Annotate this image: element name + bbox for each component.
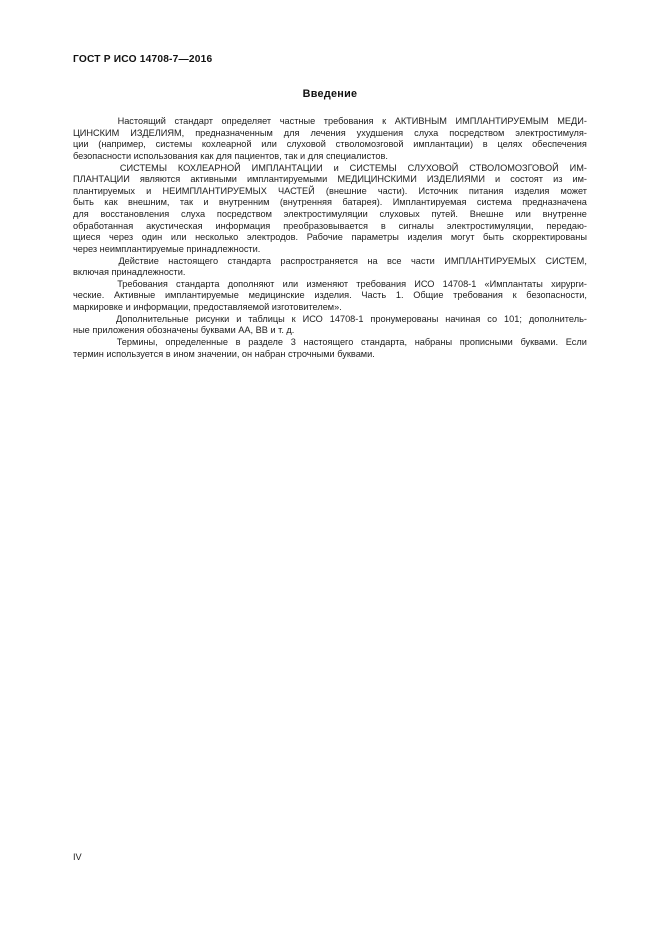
- text-line: ПЛАНТАЦИИ являются активными имплантируемыми МЕДИЦИНСКИМИ ИЗДЕЛИЯМИ и состоят из им-: [73, 174, 587, 185]
- text-line: Требования стандарта дополняют или изменяют требования ИСО 14708-1 «Имплантаты хирурги-: [73, 279, 587, 291]
- standard-designation-header: ГОСТ Р ИСО 14708-7—2016: [73, 54, 213, 65]
- section-title-introduction: Введение: [302, 88, 358, 100]
- text-line: ции (например, системы кохлеарной или слуховой стволомозговой имплантации) в целях обеспечения: [73, 139, 587, 150]
- paragraph: [73, 116, 587, 163]
- paragraph: [73, 163, 587, 256]
- text-line: плантируемых и НЕИМПЛАНТИРУЕМЫХ ЧАСТЕЙ (внешние части). Источник питания изделия может: [73, 185, 587, 196]
- page-number-footer: IV: [73, 852, 82, 862]
- text-line: ЦИНСКИМ ИЗДЕЛИЯМ, предназначенным для лечения ухудшения слуха посредством электростимуля-: [73, 127, 587, 138]
- first-line-indent: [73, 163, 109, 175]
- text-line: ные приложения обозначены буквами АА, ВВ и т. д.: [73, 325, 295, 336]
- text-line: ческие. Активные имплантируемые медицинские изделия. Часть 1. Общие требования к безопасности,: [73, 290, 587, 301]
- first-line-indent: [73, 279, 109, 291]
- paragraph: [73, 256, 587, 279]
- text-line: Действие настоящего стандарта распространяется на все части ИМПЛАНТИРУЕМЫХ СИСТЕМ,: [73, 256, 587, 268]
- text-line: термин используется в ином значении, он набран строчными буквами.: [73, 348, 375, 359]
- text-line: маркировке и информации, предоставляемой изготовителем».: [73, 302, 342, 312]
- first-line-indent: [73, 337, 109, 349]
- first-line-indent: [73, 256, 109, 268]
- text-line: щиеся через один или несколько электродов. Рабочие параметры изделия могут быть скорректированы: [73, 232, 587, 243]
- text-line: включая принадлежности.: [73, 267, 186, 278]
- text-line: быть как внешним, так и внутренним (внутренняя батарея). Имплантируемая система предназначена: [73, 197, 587, 208]
- introduction-body: [73, 116, 587, 360]
- paragraph: [73, 279, 587, 314]
- paragraph: [73, 314, 587, 337]
- text-line: СИСТЕМЫ КОХЛЕАРНОЙ ИМПЛАНТАЦИИ и СИСТЕМЫ СЛУХОВОЙ СТВОЛОМОЗГОВОЙ ИМ-: [73, 163, 587, 175]
- text-line: Дополнительные рисунки и таблицы к ИСО 14708-1 пронумерованы начиная со 101; дополнитель-: [73, 314, 587, 326]
- text-line: Термины, определенные в разделе 3 настоящего стандарта, набраны прописными буквами. Если: [73, 337, 587, 349]
- first-line-indent: [73, 116, 109, 128]
- text-line: через неимплантируемые принадлежности.: [73, 243, 261, 254]
- paragraph: [73, 337, 587, 360]
- text-line: для восстановления слуха посредством электростимуляции слуховых путей. Внешне или внутренне: [73, 209, 587, 219]
- first-line-indent: [73, 314, 109, 326]
- text-line: Настоящий стандарт определяет частные требования к АКТИВНЫМ ИМПЛАНТИРУЕМЫМ МЕДИ-: [73, 116, 587, 128]
- text-line: безопасности использования как для пациентов, так и для специалистов.: [73, 150, 388, 161]
- text-line: обработанная акустическая информация преобразовывается в сигналы электростимуляции, передаю-: [73, 220, 587, 231]
